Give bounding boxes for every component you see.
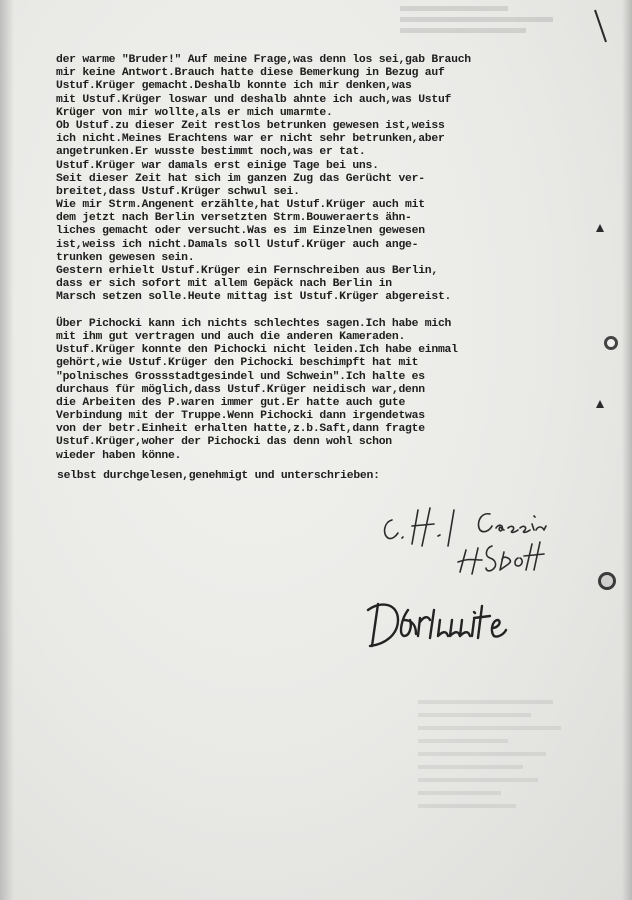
text-line: Über Pichocki kann ich nichts schlechtes sagen.Ich habe mich: [56, 317, 452, 330]
show-through-footer: [418, 700, 568, 820]
text-line: der warme "Bruder!" Auf meine Frage,was denn los sei,gab Brauch: [56, 54, 471, 66]
text-line: mit Ustuf.Krüger loswar und deshalb ahnte ich auch,was Ustuf: [56, 93, 452, 106]
text-line: dem jetzt nach Berlin versetzten Strm.Bouweraerts ähn-: [56, 212, 412, 225]
closing-statement: selbst durchgelesen,genehmigt und unterschrieben:: [57, 470, 380, 482]
punch-hole: [598, 572, 616, 590]
text-line: Wie mir Strm.Angenent erzählte,hat Ustuf.Krüger auch mit: [56, 199, 425, 212]
text-line: "polnisches Grossstadtgesindel und Schwein".Ich halte es: [56, 370, 425, 383]
text-line: die Arbeiten des P.waren immer gut.Er hatte auch gute: [56, 396, 406, 409]
text-line: Seit dieser Zeit hat sich im ganzen Zug das Gerücht ver-: [56, 172, 425, 185]
text-line: ich nicht.Meines Erachtens war er nicht sehr betrunken,aber: [56, 133, 445, 146]
text-line: Verbindung mit der Truppe.Wenn Pichocki dann irgendetwas: [56, 410, 425, 423]
text-line: wieder haben könne.: [56, 449, 182, 462]
handwritten-signature-upper: [378, 500, 568, 580]
text-line: Ob Ustuf.zu dieser Zeit restlos betrunken gewesen ist,weiss: [56, 119, 445, 132]
text-line: Krüger von mir wollte,als er mich umarmte.: [56, 106, 333, 119]
text-line: von der betr.Einheit erhalten hatte,z.b.Saft,dann fragte: [56, 423, 425, 436]
body-text: [56, 54, 566, 463]
text-line: Ustuf.Krüger,woher der Pichocki das denn wohl schon: [56, 436, 392, 449]
margin-arrow-marker: [596, 224, 604, 232]
text-line: Ustuf.Krüger gemacht.Deshalb konnte ich mir denken,was: [56, 80, 412, 93]
text-line: trunken gewesen sein.: [56, 251, 195, 264]
text-line: Ustuf.Krüger konnte den Pichocki nicht leiden.Ich habe einmal: [56, 344, 458, 357]
text-line: Marsch setzen solle.Heute mittag ist Ustuf.Krüger abgereist.: [56, 291, 452, 304]
page-shadow-right: [622, 0, 632, 900]
margin-arrow-marker: [596, 400, 604, 408]
text-line: breitet,dass Ustuf.Krüger schwul sei.: [56, 185, 300, 198]
margin-dot: [604, 336, 618, 350]
text-line: angetrunken.Er wusste bestimmt noch,was er tat.: [56, 146, 366, 159]
text-line: ist,weiss ich nicht.Damals soll Ustuf.Krüger auch ange-: [56, 238, 419, 251]
text-line: liches gemacht oder versucht.Was es im Einzelnen gewesen: [56, 225, 425, 238]
text-line: Gestern erhielt Ustuf.Krüger ein Fernschreiben aus Berlin,: [56, 265, 438, 277]
text-line: durchaus für möglich,dass Ustuf.Krüger neidisch war,denn: [56, 383, 425, 396]
text-line: dass er sich sofort mit allem Gepäck nach Berlin in: [56, 278, 392, 291]
text-line: mir keine Antwort.Brauch hatte diese Bemerkung in Bezug auf: [56, 67, 445, 80]
page-shadow-left: [0, 0, 14, 900]
text-line: Ustuf.Krüger war damals erst einige Tage bei uns.: [56, 159, 379, 172]
corner-mark: [592, 8, 614, 44]
paragraph-gap: [56, 305, 566, 318]
text-line: gehört,wie Ustuf.Krüger den Pichocki beschimpft hat mit: [56, 357, 419, 370]
text-line: mit ihm gut vertragen und auch die anderen Kameraden.: [56, 330, 406, 343]
handwritten-signature-lower: [364, 590, 534, 660]
show-through-header: [400, 6, 580, 46]
